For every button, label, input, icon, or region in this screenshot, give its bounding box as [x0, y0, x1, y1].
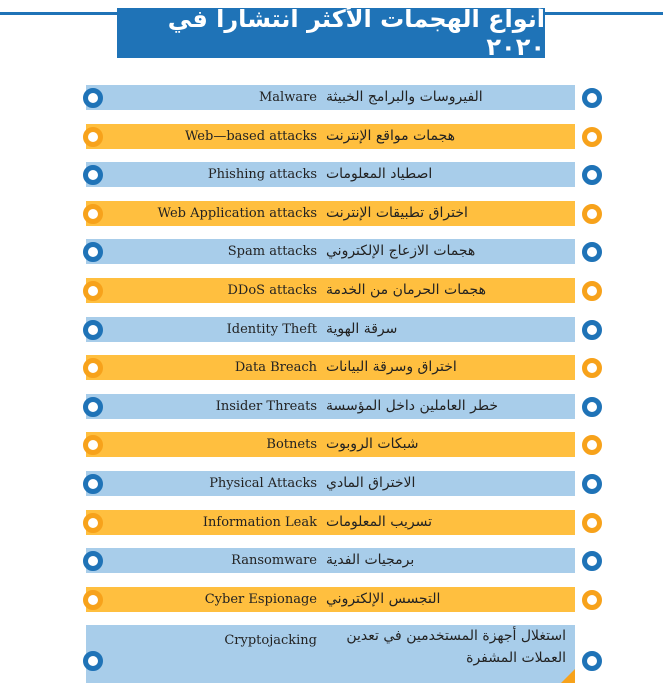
right-bullet-icon: [582, 474, 602, 494]
attack-row: [86, 587, 575, 612]
right-bullet-icon: [582, 320, 602, 340]
attack-arabic-name: اختراق تطبيقات الإنترنت: [326, 205, 468, 221]
left-bullet-icon: [83, 165, 103, 185]
attack-arabic-name: سرقة الهوية: [326, 321, 398, 337]
right-bullet-icon: [582, 435, 602, 455]
attack-row: [86, 239, 575, 264]
left-bullet-icon: [83, 435, 103, 455]
attack-english-name: Malware: [258, 90, 317, 105]
left-bullet-icon: [83, 88, 103, 108]
attack-english-name: Spam attacks: [227, 244, 317, 259]
page-title: أنواع الهجمات الأكثر انتشارا في ٢٠٢٠: [117, 8, 545, 58]
attack-row: [86, 124, 575, 149]
left-bullet-icon: [83, 320, 103, 340]
attack-row: [86, 201, 575, 226]
attack-arabic-name: اصطياد المعلومات: [326, 166, 433, 182]
left-bullet-icon: [83, 242, 103, 262]
left-bullet-icon: [83, 474, 103, 494]
left-bullet-icon: [83, 358, 103, 378]
right-bullet-icon: [582, 204, 602, 224]
attack-english-name: Physical Attacks: [209, 476, 317, 491]
left-bullet-icon: [83, 651, 103, 671]
right-bullet-icon: [582, 651, 602, 671]
attack-row: [86, 355, 575, 380]
right-bullet-icon: [582, 127, 602, 147]
attack-arabic-name: التجسس الإلكتروني: [326, 591, 441, 607]
attack-english-name: DDoS attacks: [227, 283, 317, 298]
attack-english-name: Cyber Espionage: [204, 592, 317, 607]
attack-english-name: Web Application attacks: [157, 206, 317, 221]
right-bullet-icon: [582, 551, 602, 571]
attack-english-name: Insider Threats: [215, 399, 317, 414]
attack-row: [86, 510, 575, 535]
attack-arabic-name: استغلال أجهزة المستخدمين في تعدين العملات المشفرة: [346, 628, 566, 666]
right-bullet-icon: [582, 88, 602, 108]
attack-english-name: Identity Theft: [226, 322, 317, 337]
right-bullet-icon: [582, 397, 602, 417]
attack-arabic-name: تسريب المعلومات: [326, 514, 433, 530]
right-bullet-icon: [582, 513, 602, 533]
attack-english-name: Botnets: [266, 437, 317, 452]
right-bullet-icon: [582, 358, 602, 378]
attack-arabic-name: شبكات الروبوت: [326, 436, 419, 452]
right-bullet-icon: [582, 281, 602, 301]
left-bullet-icon: [83, 281, 103, 301]
right-bullet-icon: [582, 165, 602, 185]
attack-row: [86, 394, 575, 419]
attack-row: [86, 432, 575, 457]
attack-arabic-name: اختراق وسرقة البيانات: [326, 359, 457, 375]
left-bullet-icon: [83, 204, 103, 224]
attack-english-name: Phishing attacks: [207, 167, 317, 182]
attack-arabic-name: هجمات الازعاج الإلكتروني: [326, 243, 476, 259]
right-bullet-icon: [582, 590, 602, 610]
attack-row: [86, 548, 575, 573]
attack-row: [86, 85, 575, 110]
left-bullet-icon: [83, 513, 103, 533]
attack-english-name: Data Breach: [234, 360, 317, 375]
attack-row: [86, 278, 575, 303]
left-bullet-icon: [83, 397, 103, 417]
attack-row: [86, 162, 575, 187]
left-bullet-icon: [83, 590, 103, 610]
attack-english-name: Cryptojacking: [224, 633, 317, 648]
attack-arabic-name: برمجيات الفدية: [326, 552, 415, 568]
attack-row: [86, 317, 575, 342]
right-bullet-icon: [582, 242, 602, 262]
left-bullet-icon: [83, 127, 103, 147]
attack-arabic-name: خطر العاملين داخل المؤسسة: [326, 398, 498, 414]
attack-english-name: Ransomware: [231, 553, 317, 568]
attack-english-name: Information Leak: [202, 515, 317, 530]
corner-accent: [561, 669, 575, 683]
attack-english-name: Web—based attacks: [185, 129, 317, 144]
left-bullet-icon: [83, 551, 103, 571]
attack-arabic-name: الفيروسات والبرامج الخبيثة: [326, 89, 483, 105]
attack-arabic-name: الاختراق المادي: [326, 475, 416, 491]
attack-arabic-name: هجمات الحرمان من الخدمة: [326, 282, 486, 298]
attack-row: [86, 625, 575, 683]
attack-row: [86, 471, 575, 496]
attack-arabic-name: هجمات مواقع الإنترنت: [326, 128, 455, 144]
